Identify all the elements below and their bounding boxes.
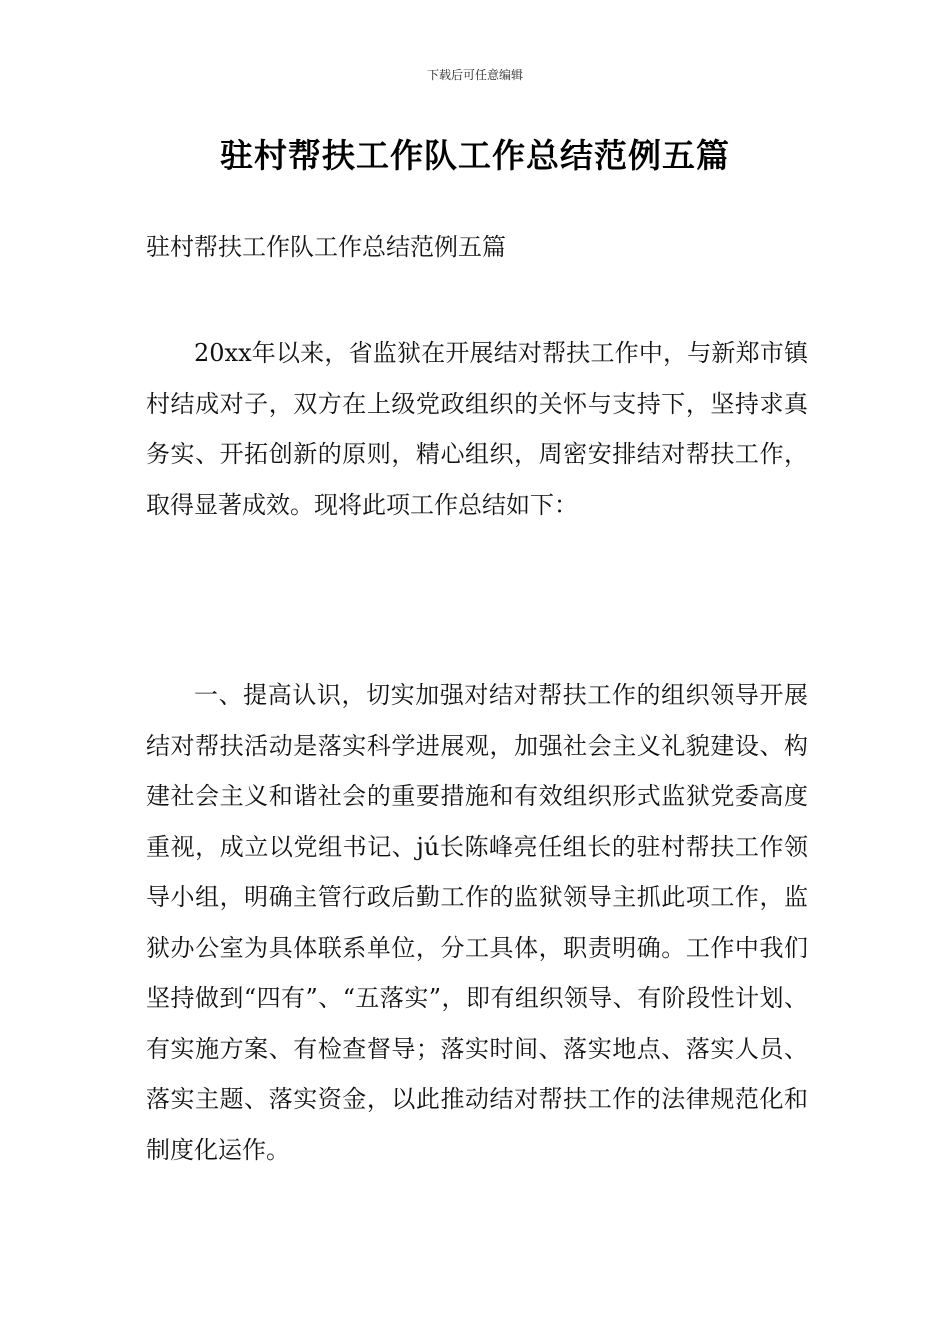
document-title: 驻村帮扶工作队工作总结范例五篇: [220, 136, 730, 175]
intro-paragraph: 20xx年以来，省监狱在开展结对帮扶工作中，与新郑市镇村结成对子，双方在上级党政组织的关怀与支持下，坚持求真务实、开拓创新的原则，精心组织，周密安排结对帮扶工作，取得显著成效。现将此项工作总结如下：: [146, 339, 808, 519]
document-subtitle: 驻村帮扶工作队工作总结范例五篇: [146, 233, 506, 261]
header-note: 下载后可任意编辑: [426, 68, 523, 82]
section-one-paragraph: 一、提高认识，切实加强对结对帮扶工作的组织领导开展结对帮扶活动是落实科学进展观，加强社会主义礼貌建设、构建社会主义和谐社会的重要措施和有效组织形式监狱党委高度重视，成立以党组书记、jú长陈峰亮任组长的驻村帮扶工作领导小组，明确主管行政后勤工作的监狱领导主抓此项工作，监狱办公室为具体联系单位，分工具体，职责明确。工作中我们坚持做到“四有”、“五落实”，即有组织领导、有阶段性计划、有实施方案、有检查督导；落实时间、落实地点、落实人员、落实主题、落实资金，以此推动结对帮扶工作的法律规范化和制度化运作。: [146, 681, 808, 1164]
